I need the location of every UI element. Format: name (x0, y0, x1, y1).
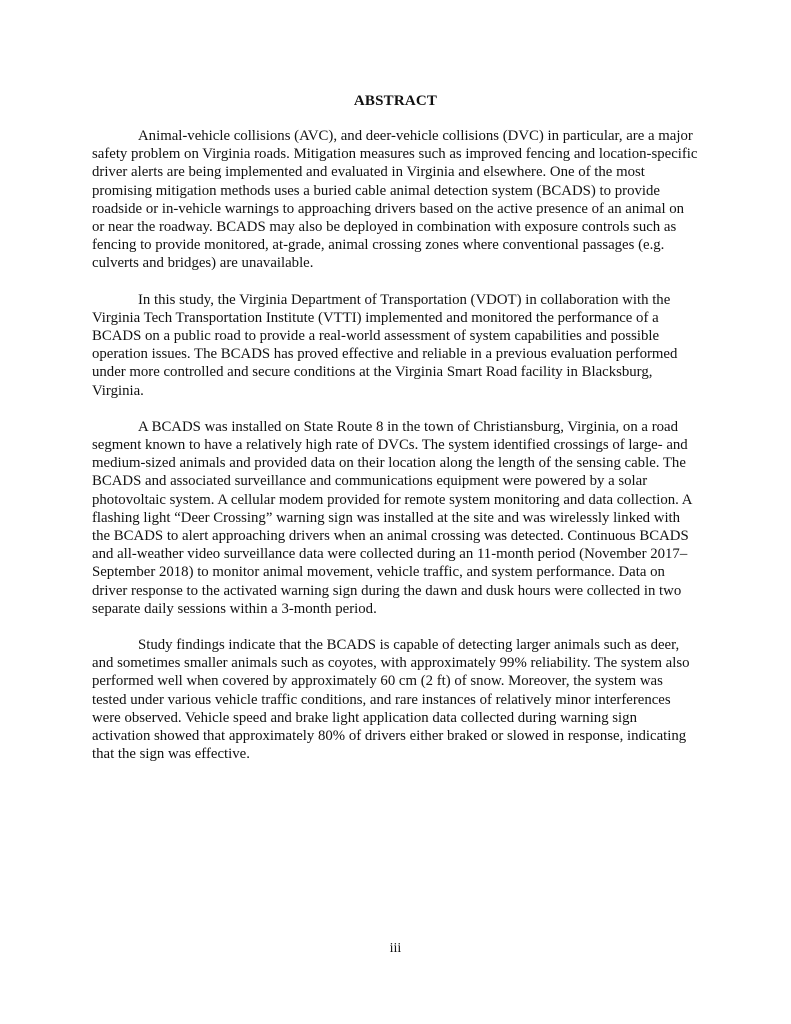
abstract-heading: ABSTRACT (353, 93, 438, 109)
abstract-paragraph-1: Animal-vehicle collisions (AVC), and deer-vehicle collisions (DVC) in particular, are a major safety problem on Virginia roads. Mitigation measures such as improved fencing and location-specific driver alerts are being implemented and evaluated in Virginia and elsewhere. One of the most promising mitigation methods uses a buried cable animal detection system (BCADS) to provide roadside or in-vehicle warnings to approaching drivers based on the active presence of an animal on or near the roadway. BCADS may also be deployed in combination with exposure controls such as fencing to provide monitored, at-grade, animal crossing zones where conventional passages (e.g. culverts and bridges) are unavailable. (92, 128, 698, 272)
abstract-paragraph-2: In this study, the Virginia Department of Transportation (VDOT) in collaboration with the Virginia Tech Transportation Institute (VTTI) implemented and monitored the performance of a BCADS on a public road to provide a real-world assessment of system capabilities and possible operation issues. The BCADS has proved effective and reliable in a previous evaluation performed under more controlled and secure conditions at the Virginia Smart Road facility in Blacksburg, Virginia. (92, 291, 678, 399)
abstract-paragraph-3: A BCADS was installed on State Route 8 in the town of Christiansburg, Virginia, on a road segment known to have a relatively high rate of DVCs. The system identified crossings of large- and medium-sized animals and provided data on their location along the length of the sensing cable. The BCADS and associated surveillance and communications equipment were powered by a solar photovoltaic system. A cellular modem provided for remote system monitoring and data collection. A flashing light “Deer Crossing” warning sign was installed at the site and was wirelessly linked with the BCADS to alert approaching drivers when an animal crossing was detected. Continuous BCADS and all-weather video surveillance data were collected during an 11-month period (November 2017–September 2018) to monitor animal movement, vehicle traffic, and system performance. Data on driver response to the activated warning sign during the dawn and dusk hours were collected in two separate daily sessions within a 3-month period. (92, 418, 692, 617)
abstract-paragraph-4: Study findings indicate that the BCADS is capable of detecting larger animals such as deer, and sometimes smaller animals such as coyotes, with approximately 99% reliability. The system also performed well when covered by approximately 60 cm (2 ft) of snow. Moreover, the system was tested under various vehicle traffic conditions, and rare instances of relatively minor interferences were observed. Vehicle speed and brake light application data collected during warning sign activation showed that approximately 80% of drivers either braked or slowed in response, indicating that the sign was effective. (92, 637, 690, 763)
abstract-body (92, 127, 698, 782)
page-number: iii (389, 941, 402, 956)
